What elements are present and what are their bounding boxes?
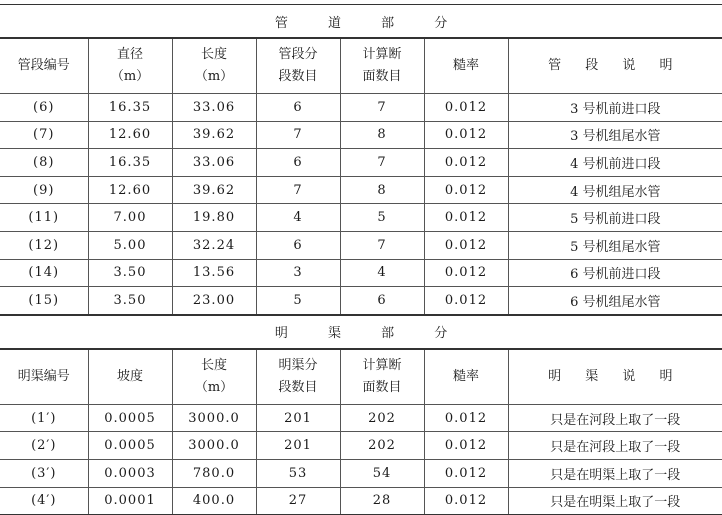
calc-sections-cell: 7 <box>340 231 424 259</box>
pipe-row <box>0 149 722 177</box>
roughness-cell: 0.012 <box>424 259 508 287</box>
pipe-id-cell: (7) <box>0 121 88 149</box>
length-cell: 19.80 <box>172 204 256 232</box>
header-roughness: 糙率 <box>424 38 508 94</box>
channel-length-cell: 3000.0 <box>172 404 256 432</box>
channel-description-cell: 只是在明渠上取了一段 <box>508 487 722 515</box>
pipe-id-cell: (11) <box>0 204 88 232</box>
pipe-row <box>0 231 722 259</box>
channel-header-row <box>0 349 722 405</box>
roughness-cell: 0.012 <box>424 231 508 259</box>
channel-roughness-cell: 0.012 <box>424 432 508 460</box>
roughness-cell: 0.012 <box>424 204 508 232</box>
length-cell: 33.06 <box>172 149 256 177</box>
diameter-cell: 3.50 <box>88 287 172 315</box>
channel-length-cell: 3000.0 <box>172 432 256 460</box>
header-channel-segments: 明渠分 段数目 <box>256 349 340 405</box>
header-calc-sections: 计算断 面数目 <box>340 38 424 94</box>
slope-cell: 0.0005 <box>88 432 172 460</box>
diameter-cell: 5.00 <box>88 231 172 259</box>
diameter-cell: 12.60 <box>88 176 172 204</box>
channel-description-cell: 只是在河段上取了一段 <box>508 404 722 432</box>
header-channel-id: 明渠编号 <box>0 349 88 405</box>
length-cell: 13.56 <box>172 259 256 287</box>
channel-calc-sections-cell: 28 <box>340 487 424 515</box>
channel-segments-cell: 27 <box>256 487 340 515</box>
pipe-id-cell: (14) <box>0 259 88 287</box>
channel-description-cell: 只是在河段上取了一段 <box>508 432 722 460</box>
channel-id-cell: (1′) <box>0 404 88 432</box>
channel-id-cell: (2′) <box>0 432 88 460</box>
channel-id-cell: (3′) <box>0 459 88 487</box>
pipe-id-cell: (6) <box>0 94 88 122</box>
calc-sections-cell: 4 <box>340 259 424 287</box>
channel-row <box>0 432 722 460</box>
channel-segments-cell: 201 <box>256 432 340 460</box>
description-cell: 6 号机前进口段 <box>508 259 722 287</box>
header-diameter: 直径 （m） <box>88 38 172 94</box>
length-cell: 39.62 <box>172 121 256 149</box>
length-cell: 33.06 <box>172 94 256 122</box>
header-description: 管 段 说 明 <box>508 38 722 94</box>
channel-section-title: 明 渠 部 分 <box>0 315 722 349</box>
calc-sections-cell: 8 <box>340 176 424 204</box>
channel-id-cell: (4′) <box>0 487 88 515</box>
channel-length-cell: 780.0 <box>172 459 256 487</box>
header-channel-length: 长度 （m） <box>172 349 256 405</box>
channel-roughness-cell: 0.012 <box>424 487 508 515</box>
channel-segments-cell: 53 <box>256 459 340 487</box>
description-cell: 5 号机前进口段 <box>508 204 722 232</box>
segments-cell: 7 <box>256 121 340 149</box>
diameter-cell: 3.50 <box>88 259 172 287</box>
pipe-section-title: 管 道 部 分 <box>0 5 722 39</box>
calc-sections-cell: 5 <box>340 204 424 232</box>
diameter-cell: 12.60 <box>88 121 172 149</box>
calc-sections-cell: 7 <box>340 94 424 122</box>
segments-cell: 4 <box>256 204 340 232</box>
segments-cell: 6 <box>256 149 340 177</box>
segments-cell: 3 <box>256 259 340 287</box>
header-length: 长度 （m） <box>172 38 256 94</box>
pipe-row <box>0 259 722 287</box>
pipe-section-title-row <box>0 5 722 39</box>
slope-cell: 0.0003 <box>88 459 172 487</box>
channel-length-cell: 400.0 <box>172 487 256 515</box>
channel-calc-sections-cell: 202 <box>340 432 424 460</box>
header-pipe-id: 管段编号 <box>0 38 88 94</box>
channel-roughness-cell: 0.012 <box>424 404 508 432</box>
calc-sections-cell: 7 <box>340 149 424 177</box>
segments-cell: 5 <box>256 287 340 315</box>
roughness-cell: 0.012 <box>424 149 508 177</box>
pipe-row <box>0 287 722 315</box>
roughness-cell: 0.012 <box>424 287 508 315</box>
pipe-row <box>0 204 722 232</box>
segments-cell: 6 <box>256 94 340 122</box>
pipe-row <box>0 121 722 149</box>
description-cell: 4 号机组尾水管 <box>508 176 722 204</box>
channel-row <box>0 487 722 515</box>
description-cell: 4 号机前进口段 <box>508 149 722 177</box>
channel-row <box>0 459 722 487</box>
header-slope: 坡度 <box>88 349 172 405</box>
parameter-table <box>0 4 722 515</box>
segments-cell: 7 <box>256 176 340 204</box>
length-cell: 32.24 <box>172 231 256 259</box>
roughness-cell: 0.012 <box>424 176 508 204</box>
pipe-row <box>0 176 722 204</box>
header-channel-roughness: 糙率 <box>424 349 508 405</box>
calc-sections-cell: 8 <box>340 121 424 149</box>
channel-description-cell: 只是在明渠上取了一段 <box>508 459 722 487</box>
header-channel-description: 明 渠 说 明 <box>508 349 722 405</box>
header-channel-calc-sections: 计算断 面数目 <box>340 349 424 405</box>
description-cell: 6 号机组尾水管 <box>508 287 722 315</box>
pipe-header-row <box>0 38 722 94</box>
segments-cell: 6 <box>256 231 340 259</box>
pipe-id-cell: (15) <box>0 287 88 315</box>
length-cell: 39.62 <box>172 176 256 204</box>
channel-calc-sections-cell: 54 <box>340 459 424 487</box>
channel-section-title-row <box>0 315 722 349</box>
roughness-cell: 0.012 <box>424 121 508 149</box>
header-segments: 管段分 段数目 <box>256 38 340 94</box>
description-cell: 5 号机组尾水管 <box>508 231 722 259</box>
channel-calc-sections-cell: 202 <box>340 404 424 432</box>
pipe-row <box>0 94 722 122</box>
slope-cell: 0.0001 <box>88 487 172 515</box>
slope-cell: 0.0005 <box>88 404 172 432</box>
diameter-cell: 16.35 <box>88 94 172 122</box>
pipe-id-cell: (9) <box>0 176 88 204</box>
description-cell: 3 号机前进口段 <box>508 94 722 122</box>
channel-row <box>0 404 722 432</box>
description-cell: 3 号机组尾水管 <box>508 121 722 149</box>
channel-roughness-cell: 0.012 <box>424 459 508 487</box>
calc-sections-cell: 6 <box>340 287 424 315</box>
diameter-cell: 16.35 <box>88 149 172 177</box>
pipe-id-cell: (8) <box>0 149 88 177</box>
channel-segments-cell: 201 <box>256 404 340 432</box>
diameter-cell: 7.00 <box>88 204 172 232</box>
length-cell: 23.00 <box>172 287 256 315</box>
pipe-id-cell: (12) <box>0 231 88 259</box>
roughness-cell: 0.012 <box>424 94 508 122</box>
